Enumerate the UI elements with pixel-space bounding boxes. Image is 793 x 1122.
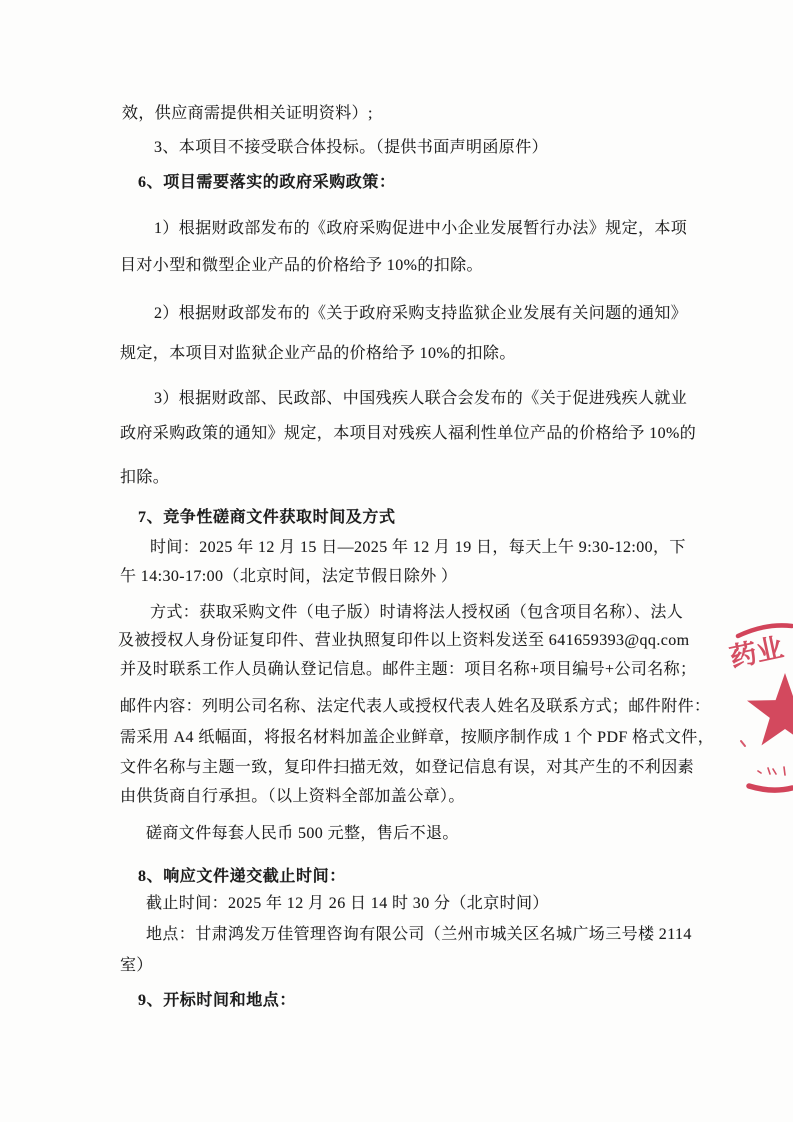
seal-text: 药业	[727, 632, 787, 673]
company-seal-stamp	[720, 595, 793, 810]
text-line-10: 扣除。	[120, 469, 170, 486]
seal-ring-bottom-arc	[749, 786, 792, 790]
text-line-12: 时间：2025 年 12 月 15 日—2025 年 12 月 19 日，每天上午 9:30-12:00，下	[150, 539, 686, 556]
text-line-16: 并及时联系工作人员确认登记信息。邮件主题：项目名称+项目编号+公司名称；	[120, 661, 697, 678]
text-line-8: 3）根据财政部、民政部、中国残疾人联合会发布的《关于促进残疾人就业	[154, 390, 688, 407]
text-line-18: 需采用 A4 纸幅面，将报名材料加盖企业鲜章，按顺序制作成 1 个 PDF 格式文件，	[120, 729, 715, 746]
text-line-22: 8、响应文件递交截止时间：	[138, 868, 346, 885]
text-line-7: 规定，本项目对监狱企业产品的价格给予 10%的扣除。	[120, 345, 516, 362]
text-line-26: 9、开标时间和地点：	[138, 992, 297, 1009]
text-line-17: 邮件内容：列明公司名称、法定代表人或授权代表人姓名及联系方式；邮件附件：	[120, 698, 711, 715]
text-line-15: 及被授权人身份证复印件、营业执照复印件以上资料发送至 641659393@qq.com	[118, 632, 690, 649]
text-line-6: 2）根据财政部发布的《关于政府采购支持监狱企业发展有关问题的通知》	[154, 305, 688, 322]
seal-ink-speck	[741, 741, 745, 746]
text-line-9: 政府采购政策的通知》规定，本项目对残疾人福利性单位产品的价格给予 10%的	[120, 425, 697, 442]
text-line-21: 磋商文件每套人民币 500 元整，售后不退。	[146, 825, 459, 842]
seal-ring-top-arc	[738, 625, 792, 636]
text-line-1: 效，供应商需提供相关证明资料）;	[122, 105, 373, 122]
text-line-2: 3、本项目不接受联合体投标。（提供书面声明函原件）	[154, 139, 549, 156]
text-line-5: 目对小型和微型企业产品的价格给予 10%的扣除。	[120, 257, 483, 274]
text-line-4: 1）根据财政部发布的《政府采购促进中小企业发展暂行办法》规定，本项	[154, 220, 688, 237]
text-line-23: 截止时间：2025 年 12 月 26 日 14 时 30 分（北京时间）	[146, 895, 549, 912]
text-line-3: 6、项目需要落实的政府采购政策：	[138, 174, 396, 191]
text-line-13: 午 14:30-17:00（北京时间，法定节假日除外 ）	[120, 568, 458, 585]
text-line-19: 文件名称与主题一致，复印件扫描无效，如登记信息有误，对其产生的不利因素	[120, 759, 695, 776]
text-line-11: 7、竞争性磋商文件获取时间及方式	[138, 509, 396, 526]
text-line-20: 由供货商自行承担。（以上资料全部加盖公章）。	[120, 788, 465, 805]
seal-serial-marks	[758, 767, 785, 775]
text-line-14: 方式：获取采购文件（电子版）时请将法人授权函（包含项目名称）、法人	[150, 604, 684, 621]
text-line-25: 室）	[120, 957, 153, 974]
text-line-24: 地点：甘肃鸿发万佳管理咨询有限公司（兰州市城关区名城广场三号楼 2114	[146, 926, 692, 943]
seal-star-icon	[747, 673, 793, 745]
